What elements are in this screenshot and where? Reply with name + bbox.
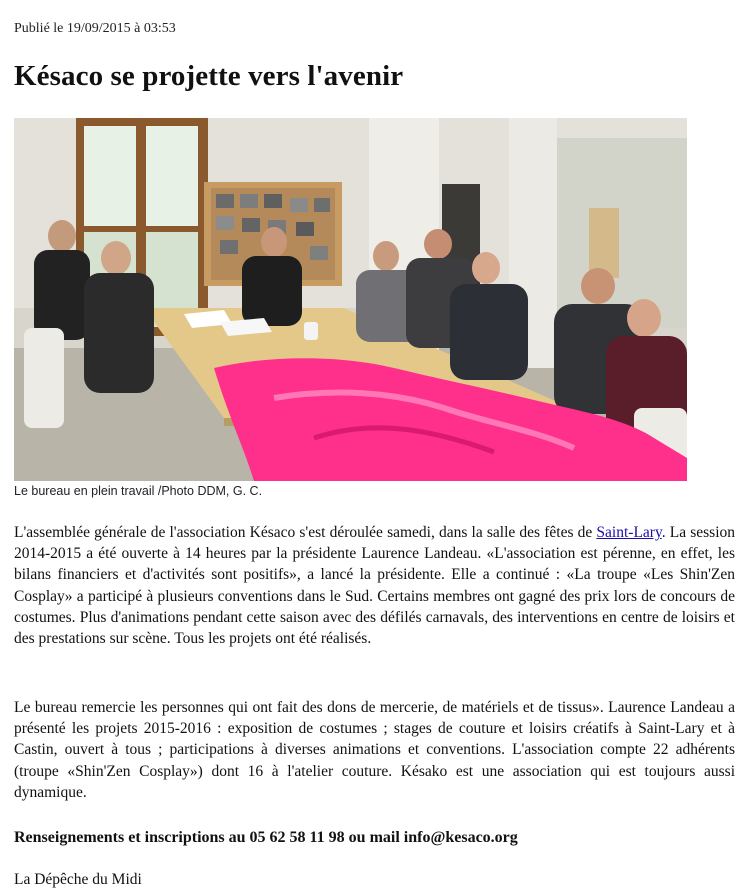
photo-caption: Le bureau en plein travail /Photo DDM, G. C. — [14, 484, 263, 498]
paragraph-1-text-end: . La session 2014-2015 a été ouverte à 14 heures par la présidente Laurence Landeau. «L'association est pérenne, en effet, les bilans financiers et d'activités sont positifs», a lancé la présidente. Elle a continué : «La troupe «Les Shin'Zen Cosplay» a participé à plusieurs conventions dans le Sud. Certains membres ont gagné des prix lors de concours de costumes. Plus d'animations pendant cette saison avec des défilés carnavals, des interventions en centre de loisirs et des prestations sur scène. Tous les projets ont été réalisés. — [14, 524, 735, 648]
saint-lary-link[interactable]: Saint-Lary — [596, 524, 662, 541]
paragraph-1-text-start: L'assemblée générale de l'association Késaco s'est déroulée samedi, dans la salle des fêtes de — [14, 524, 597, 541]
article-paragraph-2: Le bureau remercie les personnes qui ont fait des dons de mercerie, de matériels et de tissus». Laurence Landeau a présenté les projets 2015-2016 : exposition de costumes ; stages de couture et loisirs créatifs à Saint-Lary et à Castin, ouvert à tous ; participations à diverses animations et conventions. L'association compte 22 adhérents (troupe «Shin'Zen Cosplay») dont 16 à l'atelier couture. Késako est une association qui est toujours aussi dynamique. — [14, 699, 735, 801]
article-source: La Dépêche du Midi — [14, 871, 142, 888]
contact-info: Renseignements et inscriptions au 05 62 58 11 98 ou mail info@kesaco.org — [14, 829, 518, 846]
publication-date: Publié le 19/09/2015 à 03:53 — [14, 21, 176, 36]
photo-illustration — [14, 118, 687, 481]
article-photo — [14, 118, 687, 481]
article-title: Késaco se projette vers l'avenir — [14, 60, 404, 92]
article-paragraph-1 — [14, 522, 735, 649]
